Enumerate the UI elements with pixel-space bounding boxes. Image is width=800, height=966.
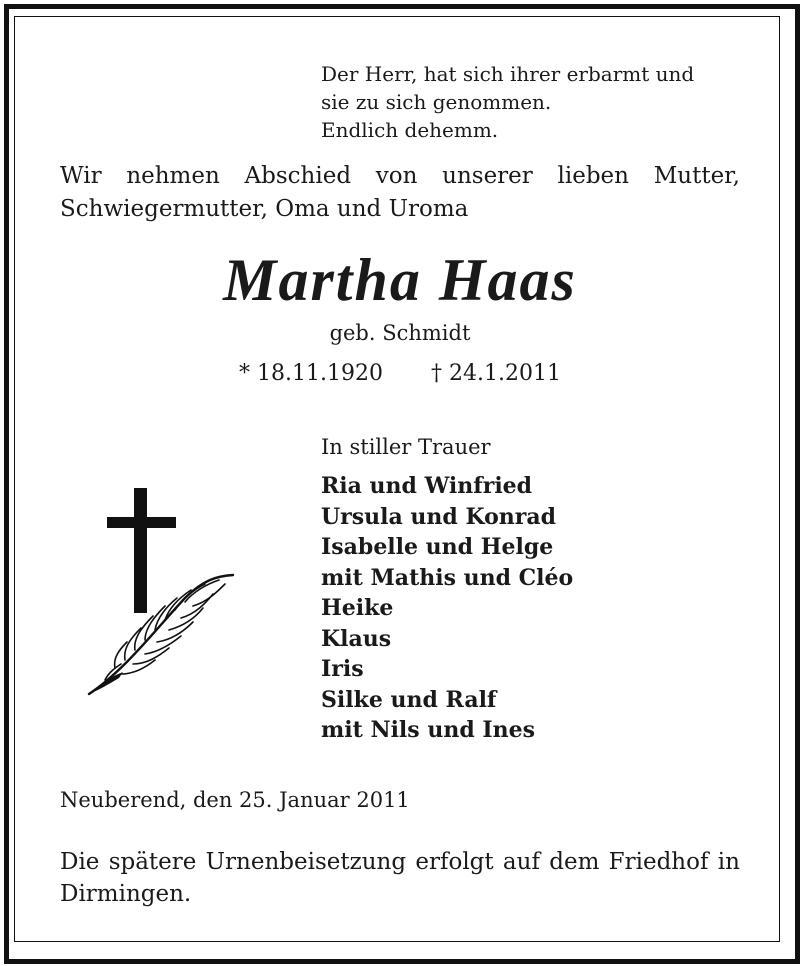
mourner-name: Heike — [321, 595, 394, 621]
intro-text — [60, 160, 740, 226]
note-word: in — [717, 849, 740, 875]
mourner-name: Ursula und Konrad — [321, 503, 556, 530]
intro-word: Mutter, — [653, 163, 740, 189]
mourner-name: Ria und Winfried — [321, 473, 533, 499]
verse-line: sie zu sich genommen. — [321, 90, 552, 114]
mourner-name: mit Mathis und Cléo — [321, 564, 574, 591]
note-word: Friedhof — [608, 849, 709, 875]
note-word: erfolgt — [415, 849, 494, 875]
note-word: Die — [60, 849, 100, 875]
birth-star-icon: * — [239, 361, 251, 386]
mourning-heading: In stiller Trauer — [321, 435, 491, 459]
birth-date: 18.11.1920 — [257, 361, 383, 386]
mourner-name: Silke und Ralf — [321, 686, 497, 713]
verse-line: Endlich dehemm. — [321, 118, 499, 142]
intro-word: lieben — [557, 163, 629, 189]
verse-line: Der Herr, hat sich ihrer erbarmt und — [321, 62, 695, 86]
note-word: dem — [549, 849, 600, 875]
burial-note-line-2: Dirmingen. — [60, 881, 192, 907]
place-and-date: Neuberend, den 25. Januar 2011 — [60, 788, 410, 812]
intro-line-1 — [60, 160, 740, 193]
mourner-name: Klaus — [321, 625, 392, 652]
burial-note-line-1 — [60, 846, 740, 878]
cross-with-palm-frond-icon — [85, 480, 245, 700]
intro-word: unserer — [442, 163, 533, 189]
death-date: 24.1.2011 — [449, 361, 561, 386]
bible-verse — [321, 60, 694, 144]
death-dagger-icon: † — [431, 361, 442, 386]
life-dates — [0, 358, 800, 390]
intro-word: Abschied — [244, 163, 352, 189]
intro-word: Wir — [60, 163, 102, 189]
intro-word: von — [375, 163, 418, 189]
note-word: Urnenbeisetzung — [205, 849, 407, 875]
burial-note — [60, 846, 740, 910]
intro-word: nehmen — [126, 163, 220, 189]
mourner-name: mit Nils und Ines — [321, 717, 536, 743]
mourner-name: Iris — [321, 656, 364, 682]
intro-line-2: Schwiegermutter, Oma und Uroma — [60, 196, 469, 222]
mourner-name: Isabelle und Helge — [321, 534, 554, 560]
note-word: spätere — [108, 849, 197, 875]
note-word: auf — [502, 849, 540, 875]
maiden-name: geb. Schmidt — [329, 321, 471, 345]
mourners-list — [321, 471, 573, 746]
deceased-name: Martha Haas — [223, 247, 577, 313]
